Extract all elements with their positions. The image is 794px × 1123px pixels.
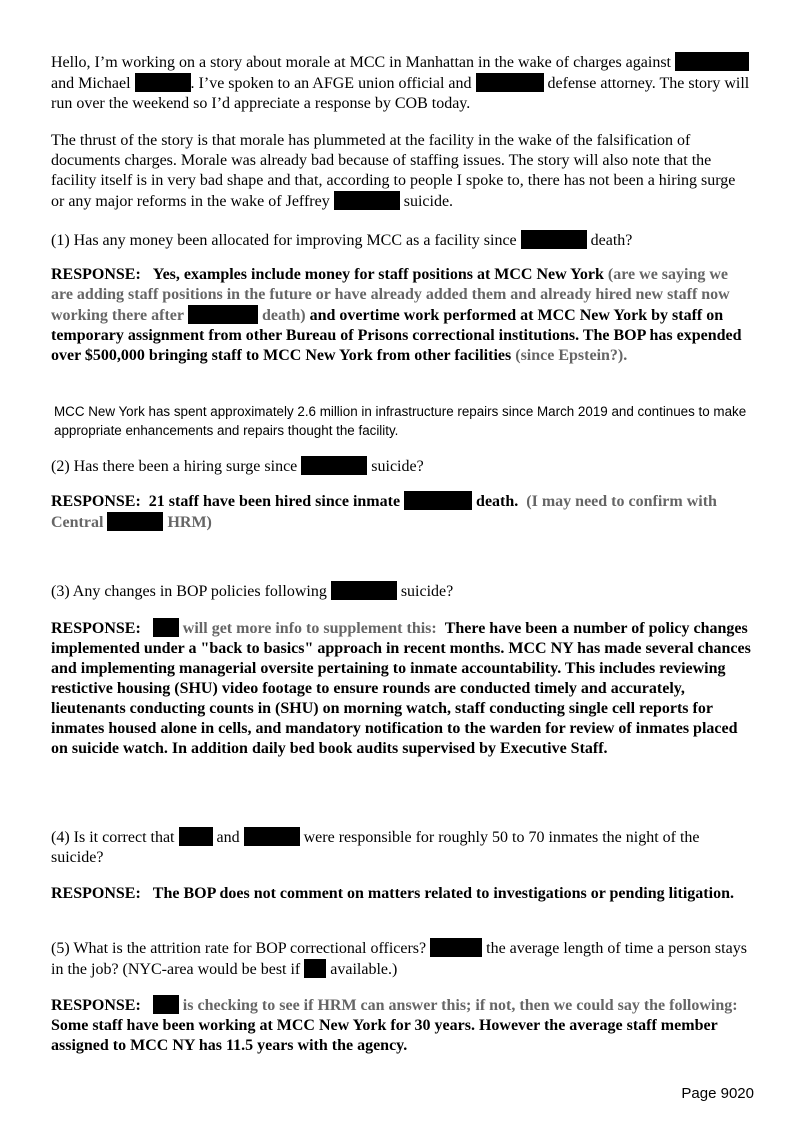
intro-paragraph-1: Hello, I’m working on a story about morale at MCC in Manhattan in the wake of charges against and Michael . I’ve spoken to an AFGE union official and defense attorney. The story will run over the weekend so I’d appreciate a response by COB today.: [51, 54, 750, 112]
redaction: [179, 827, 213, 846]
response-2: RESPONSE: 21 staff have been hired since inmate death. (I may need to confirm with Central HRM): [51, 493, 717, 531]
redaction: [301, 456, 367, 475]
question-4: (4) Is it correct that and were responsible for roughly 50 to 70 inmates the night of the suicide?: [51, 829, 700, 866]
redaction: [521, 230, 587, 249]
page-number: Page 9020: [681, 1085, 754, 1102]
redaction: [107, 512, 163, 531]
response-5: RESPONSE: is checking to see if HRM can answer this; if not, then we could say the following: Some staff have been working at MCC New York for 30 years. However the average staff member assigned to MCC NY has 11.5 years with the agency.: [51, 997, 738, 1054]
response-4: RESPONSE: The BOP does not comment on matters related to investigations or pending litigation.: [51, 885, 734, 902]
response-1: RESPONSE: Yes, examples include money for staff positions at MCC New York (are we saying we are adding staff positions in the future or have already added them and already hired new staff now working there after death) and overtime work performed at MCC New York by staff on temporary assignment from other Bureau of Prisons correctional institutions. The BOP has expended over $500,000 bringing staff to MCC New York from other facilities (since Epstein?).: [51, 266, 742, 364]
response-1-extra: MCC New York has spent approximately 2.6 million in infrastructure repairs since March 2019 and continues to make appropriate enhancements and repairs thought the facility.: [54, 404, 747, 438]
redaction: [476, 73, 544, 92]
redaction: [304, 959, 326, 978]
question-1: (1) Has any money been allocated for improving MCC as a facility since death?: [51, 232, 633, 249]
response-3: RESPONSE: will get more info to supplement this: There have been a number of policy changes implemented under a "back to basics" approach in recent months. MCC NY has made several chances and implementing managerial oversite pertaining to inmate accountability. This includes reviewing restictive housing (SHU) video footage to ensure rounds are conducted timely and accurately, lieutenants conducting counts in (SHU) on morning watch, staff conducting single cell reports for inmates housed alone in cells, and mandatory notification to the warden for review of inmates placed on suicide watch. In addition daily bed book audits supervised by Executive Staff.: [51, 620, 751, 757]
question-2: (2) Has there been a hiring surge since suicide?: [51, 458, 424, 475]
redaction: [675, 52, 749, 71]
question-3: (3) Any changes in BOP policies following suicide?: [51, 583, 454, 600]
redaction: [404, 491, 472, 510]
question-5: (5) What is the attrition rate for BOP correctional officers? the average length of time a person stays in the job? (NYC-area would be best if available.): [51, 940, 747, 978]
redaction: [244, 827, 300, 846]
redaction: [331, 581, 397, 600]
redaction: [334, 191, 400, 210]
intro-paragraph-2: The thrust of the story is that morale has plummeted at the facility in the wake of the falsification of documents charges. Morale was already bad because of staffing issues. The story will also note that the facility itself is in very bad shape and that, according to people I spoke to, there has not been a hiring surge or any major reforms in the wake of Jeffrey suicide.: [51, 132, 736, 210]
redaction: [188, 305, 258, 324]
redaction: [153, 995, 179, 1014]
redaction: [135, 73, 191, 92]
redaction: [430, 938, 482, 957]
redaction: [153, 618, 179, 637]
